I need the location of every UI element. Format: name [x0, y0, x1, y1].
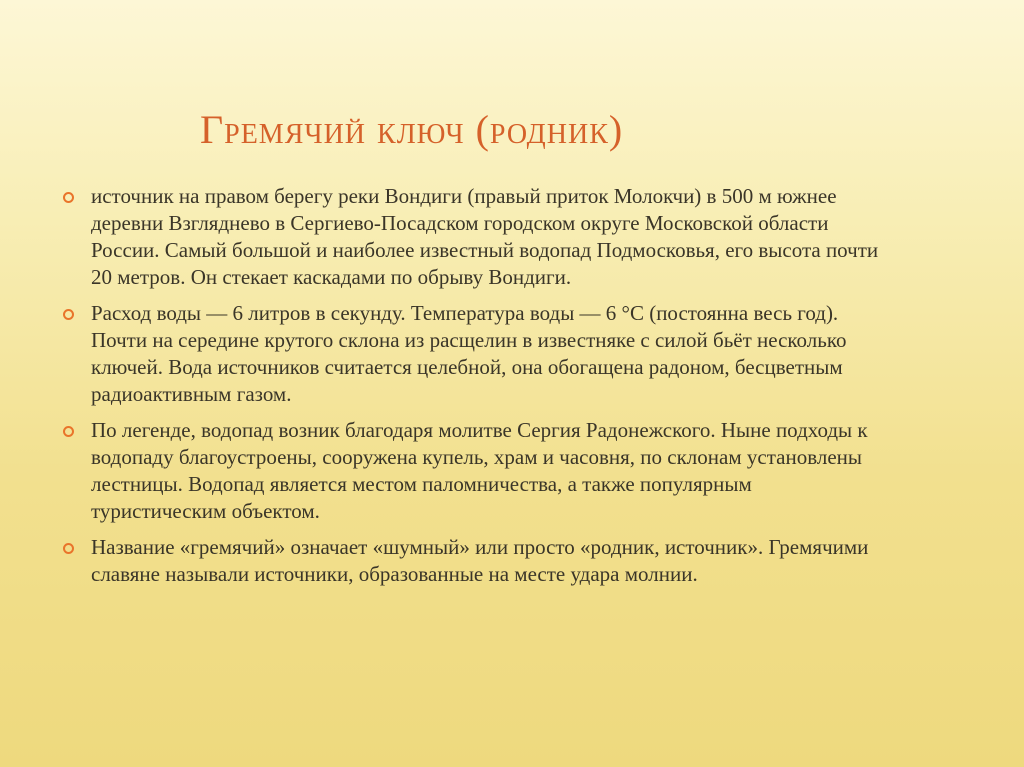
bullet-text: По легенде, водопад возник благодаря молитве Сергия Радонежского. Ныне подходы к водопаду благоустроены, сооружена купель, храм и часовня, по склонам установлены лестницы. Водопад является местом паломничества, а также популярным туристическим объектом. — [91, 418, 868, 523]
bullet-item — [62, 300, 882, 408]
ring-bullet-icon — [63, 309, 74, 320]
bullet-item — [62, 183, 882, 291]
bullet-item — [62, 534, 882, 588]
ring-bullet-icon — [63, 543, 74, 554]
ring-bullet-icon — [63, 192, 74, 203]
ring-bullet-icon — [63, 426, 74, 437]
bullet-text: Расход воды — 6 литров в секунду. Температура воды — 6 °C (постоянна весь год). Почти на середине крутого склона из расщелин в известняке с силой бьёт несколько ключей. Вода источников считается целебной, она обогащена радоном, бесцветным радиоактивным газом. — [91, 301, 847, 406]
slide-title: Гремячий ключ (родник) — [200, 107, 624, 152]
bullet-text: источник на правом берегу реки Вондиги (правый приток Молокчи) в 500 м южнее деревни Взгляднево в Сергиево-Посадском городском округе Московской области России. Самый большой и наиболее известный водопад Подмосковья, его высота почти 20 метров. Он стекает каскадами по обрыву Вондиги. — [91, 184, 879, 289]
bullet-text: Название «гремячий» означает «шумный» или просто «родник, источник». Гремячими славяне называли источники, образованные на месте удара молнии. — [91, 535, 869, 586]
bullet-list — [62, 183, 882, 597]
bullet-item — [62, 417, 882, 525]
